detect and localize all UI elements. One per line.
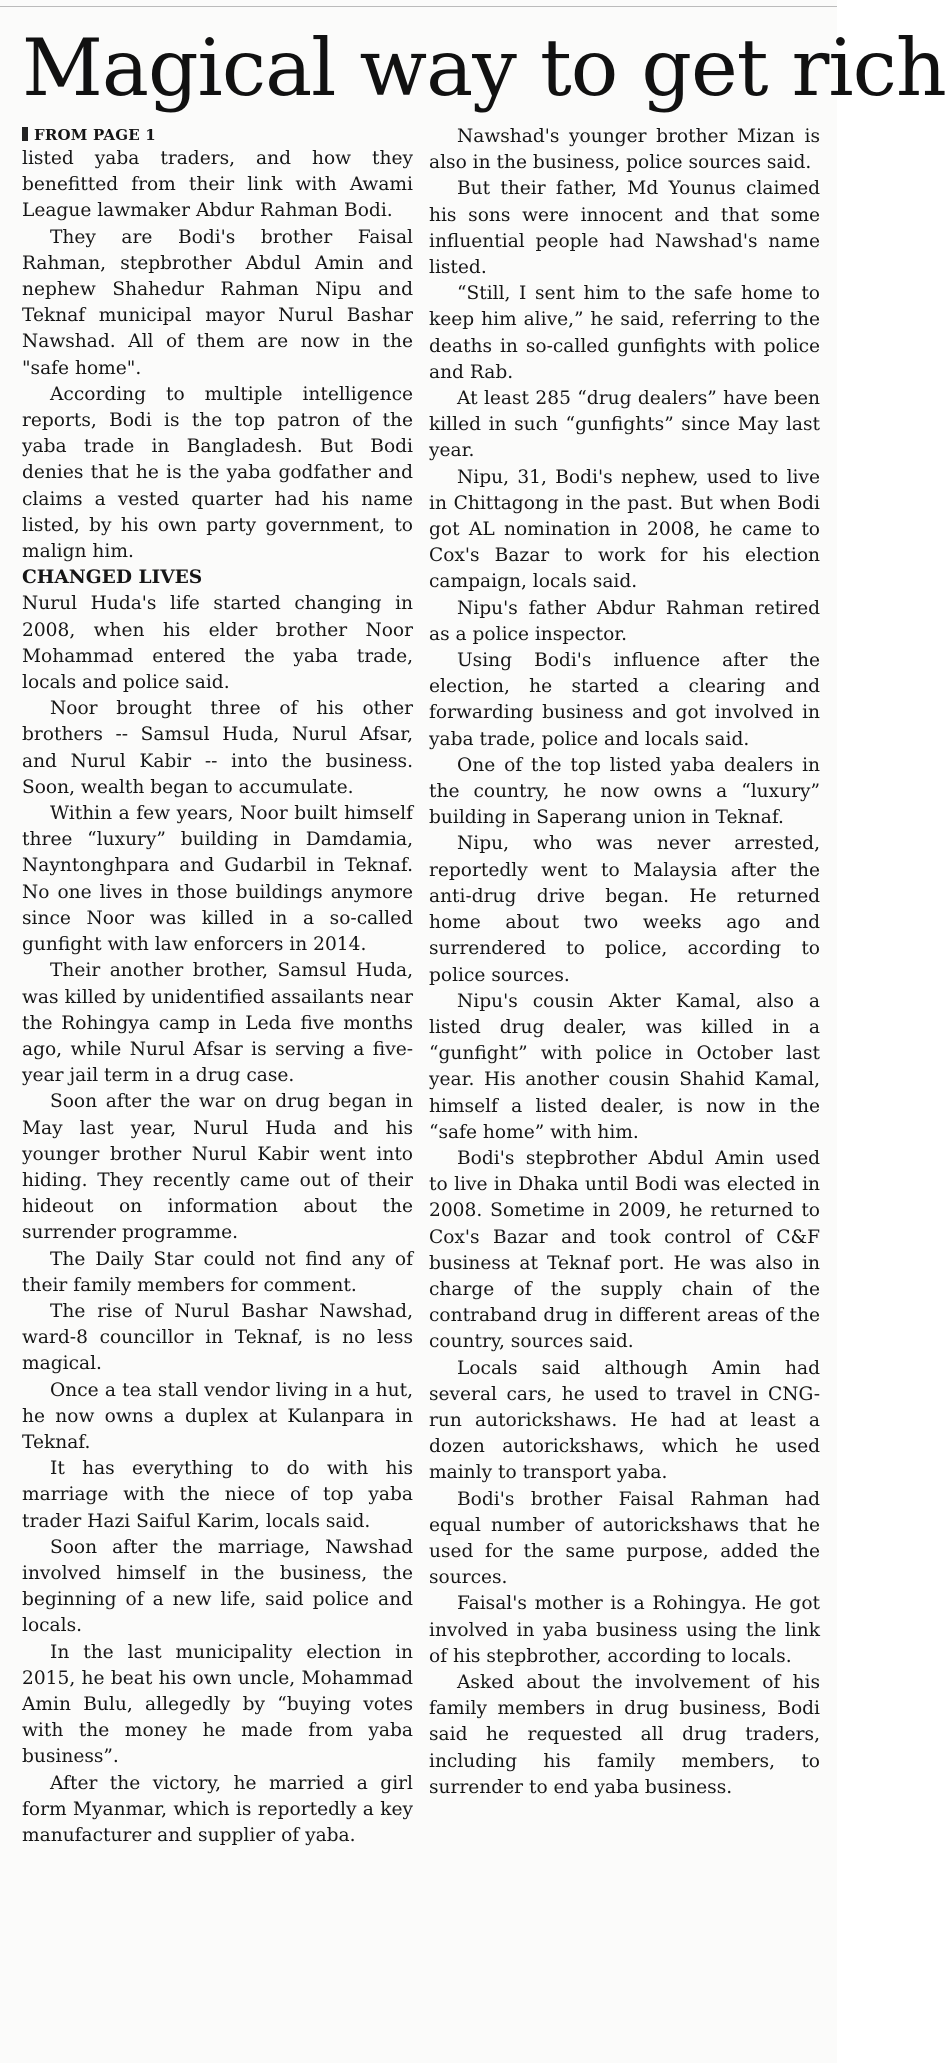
paragraph: Bodi's brother Faisal Rahman had equal number of autorickshaws that he used for the same purpose, added the sources. — [429, 1488, 820, 1589]
paragraph: After the victory, he married a girl form Myanmar, which is reportedly a key manufacturer and supplier of yaba. — [22, 1772, 413, 1846]
kicker — [22, 124, 413, 146]
subhead: CHANGED LIVES — [22, 567, 203, 589]
paragraph: Nipu, 31, Bodi's nephew, used to live in Chittagong in the past. But when Bodi got AL nomination in 2008, he came to Cox's Bazar to work for his election campaign, locals said. — [429, 466, 820, 593]
paragraph: Nipu's father Abdur Rahman retired as a police inspector. — [429, 597, 820, 645]
paragraph: Once a tea stall vendor living in a hut, he now owns a duplex at Kulanpara in Teknaf. — [22, 1379, 413, 1453]
paragraph: The rise of Nurul Bashar Nawshad, ward-8 councillor in Teknaf, is no less magical. — [22, 1300, 413, 1375]
kicker-marker — [22, 127, 28, 141]
paragraph: Nipu's cousin Akter Kamal, also a listed drug dealer, was killed in a “gunfight” with police in October last year. His another cousin Shahid Kamal, himself a listed dealer, is now in the “safe home” with him. — [429, 990, 820, 1143]
paragraph: Nawshad's younger brother Mizan is also in the business, police sources said. — [429, 126, 820, 174]
paragraph: listed yaba traders, and how they benefitted from their link with Awami League lawmaker Abdur Rahman Bodi. — [22, 148, 413, 222]
paragraph: They are Bodi's brother Faisal Rahman, stepbrother Abdul Amin and nephew Shahedur Rahman Nipu and Teknaf municipal mayor Nurul Bashar Nawshad. All of them are now in the "safe home". — [22, 226, 413, 379]
paragraph: At least 285 “drug dealers” have been killed in such “gunfights” since May last year. — [429, 388, 820, 462]
paragraph: It has everything to do with his marriage with the niece of top yaba trader Hazi Saiful Karim, locals said. — [22, 1458, 413, 1532]
top-rule — [0, 6, 837, 7]
paragraph: Soon after the marriage, Nawshad involved himself in the business, the beginning of a new life, said police and locals. — [22, 1536, 413, 1637]
paragraph: Asked about the involvement of his family members in drug business, Bodi said he requested all drug traders, including his family members, to surrender to end yaba business. — [429, 1671, 820, 1798]
paragraph: Nipu, who was never arrested, reportedly went to Malaysia after the anti-drug drive began. He returned home about two weeks ago and surrendered to police, according to police sources. — [429, 833, 820, 986]
paragraph: Using Bodi's influence after the election, he started a clearing and forwarding business and got involved in yaba trade, police and locals said. — [429, 650, 820, 750]
paragraph: Their another brother, Samsul Huda, was killed by unidentified assailants near the Rohingya camp in Leda five months ago, while Nurul Afsar is serving a five-year jail term in a drug case. — [22, 960, 413, 1087]
paragraph: Faisal's mother is a Rohingya. He got involved in yaba business using the link of his stepbrother, according to locals. — [429, 1593, 820, 1667]
paragraph: The Daily Star could not find any of their family members for comment. — [22, 1248, 413, 1296]
paragraph: Soon after the war on drug began in May last year, Nurul Huda and his younger brother Nurul Kabir went into hiding. They recently came out of their hideout on information about the surrender programme. — [22, 1091, 413, 1244]
paragraph: “Still, I sent him to the safe home to keep him alive,” he said, referring to the deaths in so-called gunfights with police and Rab. — [429, 283, 820, 383]
kicker-text: FROM PAGE 1 — [34, 126, 156, 144]
paragraph: Noor brought three of his other brothers -- Samsul Huda, Nurul Afsar, and Nurul Kabir -- into the business. Soon, wealth began to accumulate. — [22, 698, 413, 798]
paragraph: But their father, Md Younus claimed his sons were innocent and that some influential people had Nawshad's name listed. — [429, 178, 820, 279]
right-column — [429, 124, 820, 2063]
paragraph: Locals said although Amin had several cars, he used to travel in CNG-run autorickshaws. He had at least a dozen autorickshaws, which he used mainly to transport yaba. — [429, 1357, 820, 1484]
paragraph: Bodi's stepbrother Abdul Amin used to live in Dhaka until Bodi was elected in 2008. Sometime in 2009, he returned to Cox's Bazar and took control of C&F business at Teknaf port. He was also in charge of the supply chain of the contraband drug in different areas of the country, sources said. — [429, 1147, 820, 1353]
headline: Magical way to get rich — [22, 22, 946, 114]
left-column — [22, 124, 413, 2063]
paragraph: Within a few years, Noor built himself three “luxury” building in Damdamia, Nayntonghpara and Gudarbil in Teknaf. No one lives in those buildings anymore since Noor was killed in a so-called gunfight with law enforcers in 2014. — [22, 803, 413, 956]
paragraph: In the last municipality election in 2015, he beat his own uncle, Mohammad Amin Bulu, allegedly by “buying votes with the money he made from yaba business”. — [22, 1641, 413, 1768]
paragraph: Nurul Huda's life started changing in 2008, when his elder brother Noor Mohammad entered the yaba trade, locals and police said. — [22, 593, 413, 694]
paragraph: According to multiple intelligence reports, Bodi is the top patron of the yaba trade in Bangladesh. But Bodi denies that he is the yaba godfather and claims a vested quarter had his name listed, by his own party government, to malign him. — [22, 383, 413, 563]
paragraph: One of the top listed yaba dealers in the country, he now owns a “luxury” building in Saperang union in Teknaf. — [429, 754, 820, 829]
